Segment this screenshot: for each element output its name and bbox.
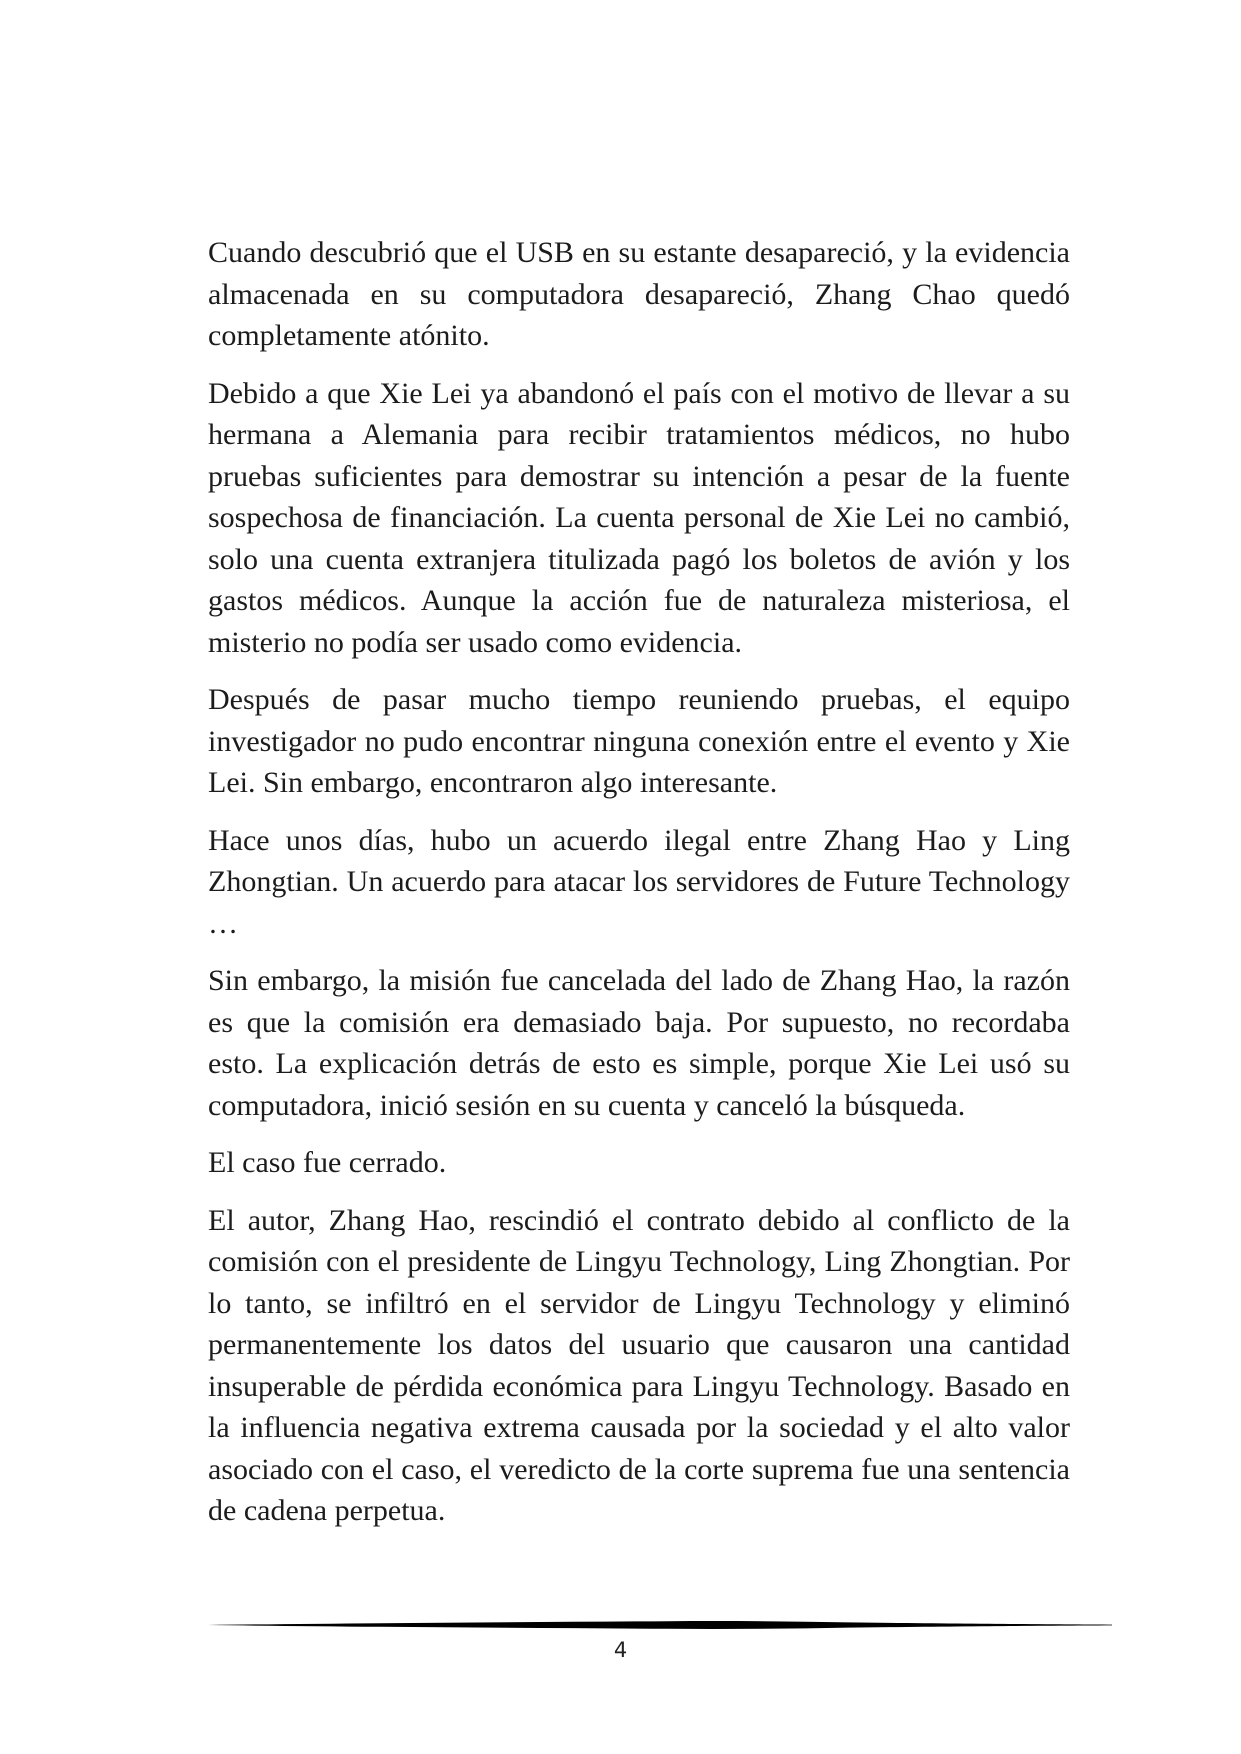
paragraph-7: El autor, Zhang Hao, rescindió el contrato debido al conflicto de la comisión con el presidente de Lingyu Technology, Ling Zhongtian. Por lo tanto, se infiltró en el servidor de Lingyu Technology y eliminó permanentemente los datos del usuario que causaron una cantidad insuperable de pérdida económica para Lingyu Technology. Basado en la influencia negativa extrema causada por la sociedad y el alto valor asociado con el caso, el veredicto de la corte suprema fue una sentencia de cadena perpetua.	[208, 1203, 1070, 1527]
body-text	[208, 232, 1070, 1548]
paragraph-2: Debido a que Xie Lei ya abandonó el país con el motivo de llevar a su hermana a Alemania para recibir tratamientos médicos, no hubo pruebas suficientes para demostrar su intención a pesar de la fuente sospechosa de financiación. La cuenta personal de Xie Lei no cambió, solo una cuenta extranjera titulizada pagó los boletos de avión y los gastos médicos. Aunque la acción fue de naturaleza misteriosa, el misterio no podía ser usado como evidencia.	[208, 376, 1070, 659]
paragraph-4: Hace unos días, hubo un acuerdo ilegal entre Zhang Hao y Ling Zhongtian. Un acuerdo para atacar los servidores de Future Technology …	[208, 823, 1070, 940]
page-number: 4	[613, 1638, 628, 1662]
paragraph-5: Sin embargo, la misión fue cancelada del lado de Zhang Hao, la razón es que la comisión era demasiado baja. Por supuesto, no recordaba esto. La explicación detrás de esto es simple, porque Xie Lei usó su computadora, inició sesión en su cuenta y canceló la búsqueda.	[208, 964, 1070, 1122]
footer-rule	[208, 1619, 1112, 1631]
paragraph-3: Después de pasar mucho tiempo reuniendo pruebas, el equipo investigador no pudo encontrar ninguna conexión entre el evento y Xie Lei. Sin embargo, encontraron algo interesante.	[208, 683, 1070, 799]
paragraph-1: Cuando descubrió que el USB en su estante desapareció, y la evidencia almacenada en su computadora desapareció, Zhang Chao quedó completamente atónito.	[208, 236, 1070, 352]
paragraph-6: El caso fue cerrado.	[208, 1146, 447, 1179]
